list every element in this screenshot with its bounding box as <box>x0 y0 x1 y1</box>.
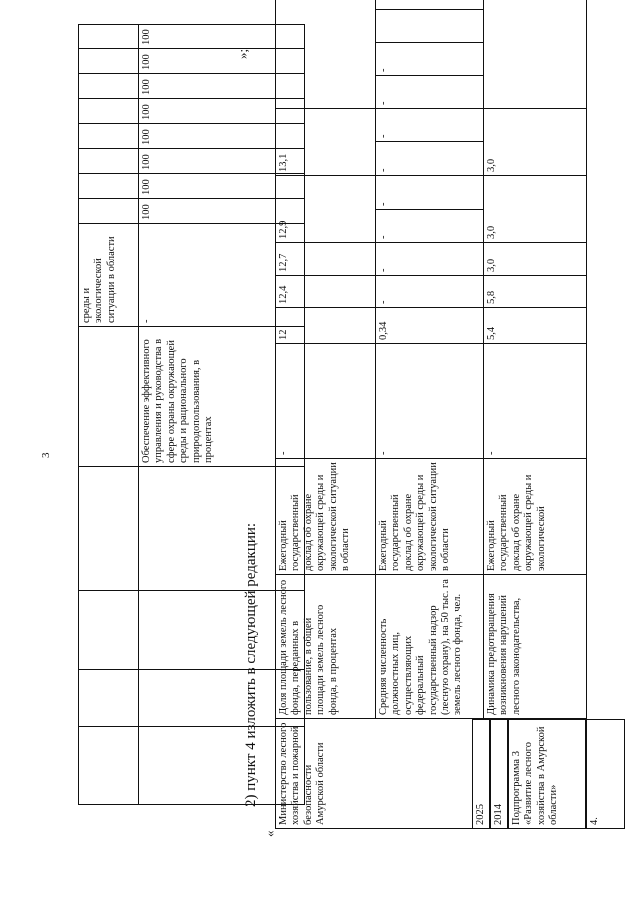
top-value: 100 <box>139 25 305 49</box>
indicator-value: - <box>376 109 484 142</box>
section-heading: 2) пункт 4 изложить в следующей редакции: <box>243 522 259 807</box>
top-continued-source: среды и экологической ситуации в области <box>79 224 139 327</box>
top-value: 100 <box>139 149 305 174</box>
cell-year-start: 2014 <box>490 719 508 829</box>
indicator-name: Доля площади земель лесного фонда, переданных в пользование, в общей площади земель лесного фонда, в процентах <box>276 575 376 719</box>
top-value: 100 <box>139 74 305 99</box>
indicator-value: 12,4 <box>276 276 376 308</box>
top-value: 100 <box>139 49 305 74</box>
indicator-base: - <box>484 344 587 459</box>
end-quote: »; <box>235 48 250 59</box>
indicator-value: 12,9 <box>276 176 376 243</box>
indicator-value: 5,4 <box>484 308 587 344</box>
indicator-value: 3,0 <box>484 109 587 176</box>
indicator-value: - <box>376 276 484 308</box>
indicator-value: - <box>376 43 484 76</box>
top-task-dash: - <box>139 224 305 327</box>
top-value: 100 <box>139 99 305 124</box>
indicator-value: 0,34 <box>376 308 484 344</box>
top-value: 100 <box>139 124 305 149</box>
indicator-value: - <box>376 176 484 210</box>
page-number: 3 <box>40 452 52 458</box>
top-table <box>78 24 305 805</box>
cell-executor: Министерство лесного хозяйства и пожарной безопасности Амурской области <box>276 719 587 829</box>
indicator-name: Средняя численность должностных лиц, осуществляющих федеральный государственный надзор (лесную охрану), на 50 тыс. га земель лесного фонда, чел. <box>376 575 484 719</box>
indicator-value: 12 <box>276 308 376 344</box>
indicator-value: 3,0 <box>484 243 587 276</box>
indicator-value: - <box>376 210 484 243</box>
main-table <box>275 0 587 829</box>
top-value: 100 <box>139 174 305 199</box>
indicator-value: 3,0 <box>484 176 587 243</box>
indicator-source: Ежегодный государственный доклад об охране окружающей среды и экологической ситуации в области <box>276 459 376 575</box>
indicator-base: - <box>376 344 484 459</box>
cell-year-end: 2025 <box>472 719 490 829</box>
indicator-value: 13,1 <box>276 109 376 176</box>
cell-subprogram: Подпрограмма 3 «Развитие лесного хозяйства в Амурской области» <box>508 719 586 829</box>
cell-row-number: 4. <box>586 719 625 829</box>
indicator-value: 5,8 <box>484 276 587 308</box>
top-task-text: Обеспечение эффективного управления и руководства в сфере охраны окружающей среды и рационального природопользования, в процентах <box>139 327 305 467</box>
main-table-first-columns <box>586 4 626 829</box>
indicator-source: Ежегодный государственный доклад об охране окружающей среды и экологической ситуации в области <box>376 459 484 575</box>
indicator-value: - <box>376 142 484 176</box>
open-quote: « <box>262 830 277 837</box>
indicator-source: Ежегодный государственный доклад об охране окружающей среды и экологической <box>484 459 587 575</box>
indicator-base: - <box>276 344 376 459</box>
top-value: 100 <box>139 199 305 224</box>
indicator-name: Динамика предотвращения возникновения нарушений лесного законодательства, <box>484 575 587 719</box>
indicator-value: - <box>376 243 484 276</box>
indicator-value: - <box>376 76 484 109</box>
indicator-value: 12,7 <box>276 243 376 276</box>
